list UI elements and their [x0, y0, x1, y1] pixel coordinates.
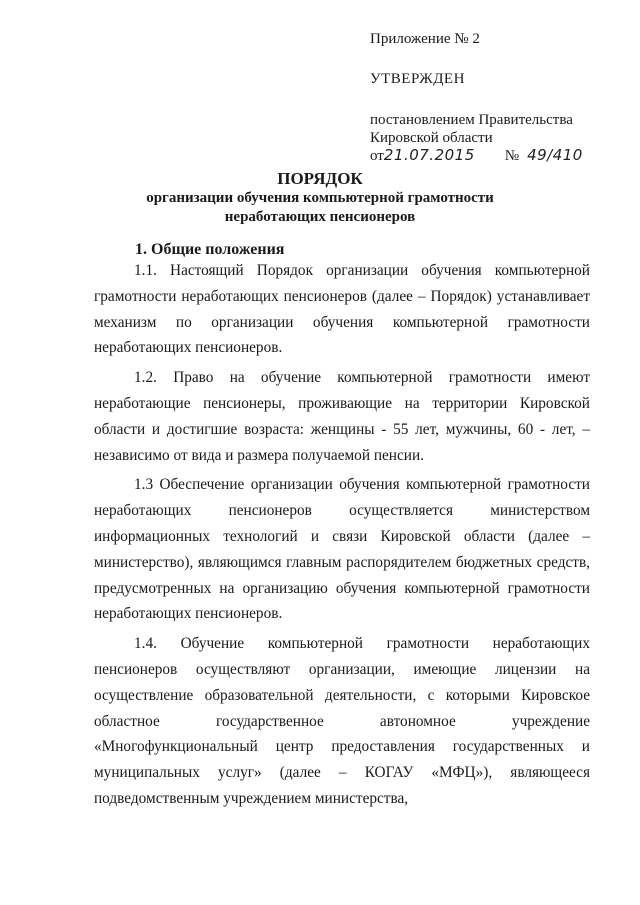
section-heading: 1. Общие положения — [135, 241, 285, 258]
title-subtitle-line-2: неработающих пенсионеров — [224, 209, 416, 225]
handwritten-number: 49/410 — [527, 146, 583, 164]
paragraph-1-2: 1.2. Право на обучение компьютерной грамотности имеют неработающие пенсионеры, проживающие на территории Кировской области и достигшие возраста: женщины - 55 лет, мужчины, 60 - лет, – независимо от вида и размера получаемой пенсии. — [94, 369, 590, 464]
date-number-line — [370, 146, 583, 166]
region-line: Кировской области — [370, 130, 493, 146]
document-title — [0, 168, 640, 227]
date-prefix: от — [370, 148, 384, 164]
appendix-label: Приложение № 2 — [370, 31, 480, 47]
paragraph-1-4: 1.4. Обучение компьютерной грамотности неработающих пенсионеров осуществляют организации, имеющие лицензии на осуществление образовательной деятельности, с которыми Кировское областное государственное автономное учреждение «Многофункциональный центр предоставления государственных и муниципальных услуг» (далее – КОГАУ «МФЦ»), являющееся подведомственным учреждением министерства, — [94, 635, 590, 807]
paragraph-1-1: 1.1. Настоящий Порядок организации обучения компьютерной грамотности неработающих пенсионеров (далее – Порядок) устанавливает механизм по организации обучения компьютерной грамотности неработающих пенсионеров. — [94, 262, 590, 357]
handwritten-date: 21.07.2015 — [383, 146, 475, 164]
paragraph-1-3: 1.3 Обеспечение организации обучения компьютерной грамотности неработающих пенсионеров осуществляется министерством информационных технологий и связи Кировской области (далее – министерство), являющимся главным распорядителем бюджетных средств, предусмотренных на организацию обучения компьютерной грамотности неработающих пенсионеров. — [94, 476, 590, 623]
title-main: ПОРЯДОК — [277, 169, 363, 188]
body-text — [94, 258, 590, 816]
decree-line: постановлением Правительства — [370, 112, 573, 128]
number-prefix: № — [504, 148, 520, 164]
title-subtitle-line-1: организации обучения компьютерной грамотности — [146, 190, 494, 206]
approved-label: УТВЕРЖДЕН — [370, 71, 465, 87]
